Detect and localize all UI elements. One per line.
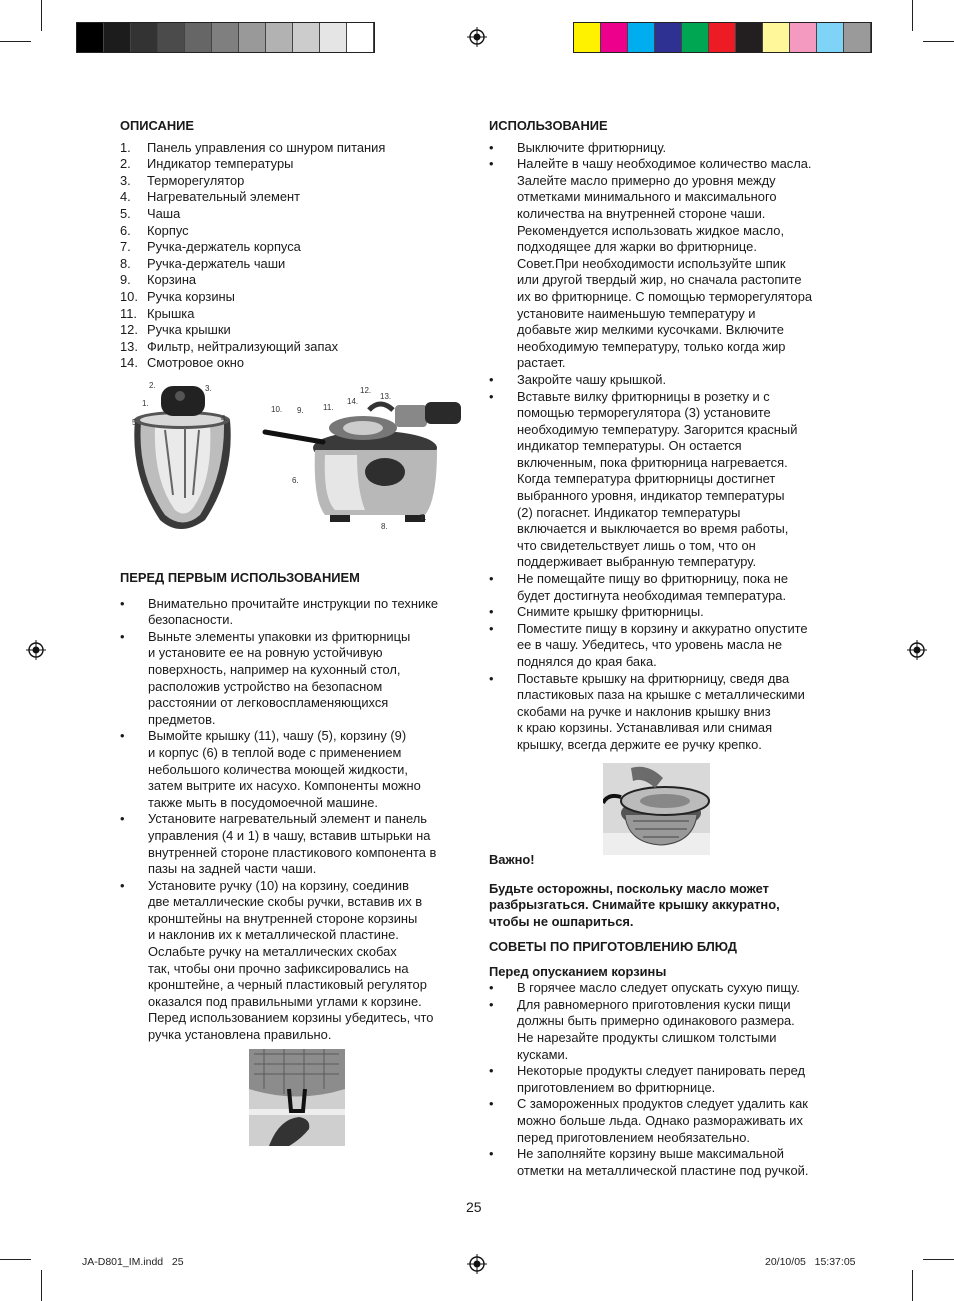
- description-item: [120, 140, 470, 157]
- important-section: [489, 852, 849, 930]
- tips-list: [489, 980, 849, 1179]
- registration-mark-icon: [907, 640, 927, 660]
- bullet-icon: •: [489, 571, 494, 587]
- tips-heading: СОВЕТЫ ПО ПРИГОТОВЛЕНИЮ БЛЮД: [489, 939, 737, 954]
- list-item: [120, 596, 470, 629]
- item-number: 5.: [120, 205, 131, 221]
- list-item-text: Закройте чашу крышкой.: [517, 371, 667, 387]
- tips-subheading: Перед опусканием корзины: [489, 963, 667, 979]
- item-text: Ручка крышки: [147, 322, 231, 338]
- list-item: [489, 671, 849, 754]
- list-item-text: Внимательно прочитайте инструкции по технике безопасности.: [148, 595, 439, 628]
- item-number: 14.: [120, 355, 138, 371]
- registration-mark-icon: [467, 1254, 487, 1274]
- right-column: [489, 118, 849, 754]
- item-text: Корпус: [147, 222, 189, 238]
- fig-label-9: 9.: [297, 406, 304, 415]
- color-swatch: [77, 23, 104, 52]
- important-heading: Важно!: [489, 852, 535, 867]
- fig-label-11: 11.: [323, 403, 334, 412]
- crop-mark: [923, 41, 954, 42]
- color-swatch: [844, 23, 871, 52]
- important-text: Будьте осторожны, поскольку масло может разбрызгаться. Снимайте крышку аккуратно, чтобы не ошпариться.: [489, 880, 780, 929]
- lid-illustration: [603, 763, 710, 855]
- description-heading: ОПИСАНИЕ: [120, 118, 195, 133]
- description-item: [120, 223, 470, 240]
- item-text: Фильтр, нейтрализующий запах: [147, 338, 339, 354]
- description-list: [120, 140, 470, 372]
- bullet-icon: •: [489, 1146, 494, 1162]
- fig-label-14: 14.: [347, 397, 359, 406]
- bullet-icon: •: [120, 628, 125, 644]
- crop-mark: [41, 1270, 42, 1301]
- list-item: [489, 604, 849, 621]
- list-item: [489, 389, 849, 572]
- fig-label-10: 10.: [271, 405, 283, 414]
- description-item: [120, 173, 470, 190]
- basket-handle-photo: [249, 1049, 345, 1146]
- list-item: [489, 1146, 849, 1179]
- bullet-icon: •: [489, 156, 494, 172]
- list-item-text: С замороженных продуктов следует удалить как можно больше льда. Однако размораживать их перед приготовлением необязательно.: [517, 1096, 808, 1145]
- list-item-text: Вымойте крышку (11), чашу (5), корзину (9) и корпус (6) в теплой воде с применением небольшого количества моющей жидкости, затем вытрите их насухо. Компоненты можно также мыть в посудомоечной машине.: [148, 728, 421, 810]
- fig-label-4: 4.: [221, 414, 228, 423]
- bullet-icon: •: [489, 980, 494, 996]
- bullet-icon: •: [489, 139, 494, 155]
- footer-timestamp: 20/10/05 15:37:05: [765, 1256, 856, 1268]
- list-item-text: Не помещайте пищу во фритюрницу, пока не будет достигнута необходимая температура.: [517, 571, 788, 603]
- item-number: 10.: [120, 288, 138, 304]
- crop-mark: [41, 0, 42, 31]
- color-swatch: [320, 23, 347, 52]
- list-item-text: Налейте в чашу необходимое количество масла. Залейте масло примерно до уровня между отметками минимального и максимального количества на внутренней стороне чаши. Рекомендуется использовать жидкое масло, подходящее для жарки во фритюрнице. Совет.При необходимости используйте шпик или другой твердый жир, но сначала растопите их во фритюрнице. С помощью терморегулятора установите наименьшую температуру и добавьте жир мелкими кусочками. Включите необходимую температуру, только когда жир растает.: [517, 156, 813, 371]
- item-number: 7.: [120, 239, 131, 255]
- footer-filename: JA-D801_IM.indd 25: [82, 1256, 184, 1268]
- color-swatch: [709, 23, 736, 52]
- use-heading: ИСПОЛЬЗОВАНИЕ: [489, 118, 608, 133]
- description-item: [120, 256, 470, 273]
- crop-mark: [0, 1259, 31, 1260]
- list-item-text: Поместите пищу в корзину и аккуратно опустите ее в чашу. Убедитесь, что уровень масла не поднялся до края бака.: [517, 620, 808, 669]
- item-text: Крышка: [147, 305, 195, 321]
- color-swatch: [601, 23, 628, 52]
- description-item: [120, 306, 470, 323]
- description-item: [120, 206, 470, 223]
- list-item-text: В горячее масло следует опускать сухую пищу.: [517, 980, 800, 996]
- bullet-icon: •: [120, 728, 125, 744]
- crop-mark: [912, 0, 913, 31]
- crop-mark: [0, 41, 31, 42]
- fryer-diagram: [125, 380, 465, 540]
- before-first-use-list: [120, 596, 470, 1044]
- description-item: [120, 239, 470, 256]
- bullet-icon: •: [489, 670, 494, 686]
- list-item: [489, 621, 849, 671]
- fig-label-6: 6.: [292, 476, 299, 485]
- lid-photo: [603, 763, 710, 855]
- item-text: Индикатор температуры: [147, 156, 294, 172]
- cmyk-color-bar: [573, 22, 872, 53]
- list-item: [489, 372, 849, 389]
- basket-handle-illustration: [249, 1049, 345, 1146]
- fig-label-3: 3.: [205, 384, 212, 393]
- color-swatch: [574, 23, 601, 52]
- grayscale-color-bar: [76, 22, 375, 53]
- list-item-text: Не заполняйте корзину выше максимальной отметки на металлической пластине под ручкой.: [517, 1146, 809, 1178]
- color-swatch: [682, 23, 709, 52]
- color-swatch: [293, 23, 320, 52]
- fig-label-8: 8.: [381, 522, 388, 531]
- crop-mark: [912, 1270, 913, 1301]
- color-swatch: [655, 23, 682, 52]
- item-number: 4.: [120, 189, 131, 205]
- list-item-text: Установите нагревательный элемент и панель управления (4 и 1) в чашу, вставив штырьки на внутренней стороне пластикового компонента в пазы на задней части чаши.: [148, 811, 437, 877]
- list-item-text: Вставьте вилку фритюрницы в розетку и с помощью терморегулятора (3) установите необходимую температуру. Загорится красный индикатор температуры. Он остается включенным, пока фритюрница нагревается. Когда температура фритюрницы достигнет выбранного уровня, индикатор температуры (2) погаснет. Индикатор температуры включается и выключается во время работы, что свидетельствует лишь о том, что он поддерживает выбранную температуру.: [517, 388, 798, 570]
- list-item: [120, 728, 470, 811]
- bullet-icon: •: [120, 595, 125, 611]
- fig-label-13: 13.: [380, 392, 392, 401]
- color-swatch: [212, 23, 239, 52]
- before-first-use-section: [120, 570, 470, 1044]
- item-number: 1.: [120, 139, 131, 155]
- item-text: Нагревательный элемент: [147, 189, 301, 205]
- fig-label-12: 12.: [360, 386, 372, 395]
- item-number: 6.: [120, 222, 131, 238]
- color-swatch: [817, 23, 844, 52]
- bullet-icon: •: [120, 811, 125, 827]
- description-item: [120, 272, 470, 289]
- bullet-icon: •: [489, 620, 494, 636]
- color-swatch: [790, 23, 817, 52]
- description-item: [120, 289, 470, 306]
- description-item: [120, 355, 470, 372]
- crop-mark: [923, 1259, 954, 1260]
- fryer-illustration: [125, 380, 465, 540]
- color-swatch: [158, 23, 185, 52]
- tips-section: [489, 939, 849, 1179]
- list-item: [120, 878, 470, 1044]
- list-item: [489, 140, 849, 157]
- item-number: 9.: [120, 272, 131, 288]
- color-swatch: [347, 23, 374, 52]
- item-text: Ручка корзины: [147, 288, 235, 304]
- item-text: Панель управления со шнуром питания: [147, 139, 386, 155]
- description-item: [120, 339, 470, 356]
- registration-mark-icon: [467, 27, 487, 47]
- item-text: Терморегулятор: [147, 172, 245, 188]
- item-text: Корзина: [147, 272, 197, 288]
- before-first-use-heading: ПЕРЕД ПЕРВЫМ ИСПОЛЬЗОВАНИЕМ: [120, 570, 360, 585]
- fig-label-1: 1.: [142, 399, 149, 408]
- list-item-text: Некоторые продукты следует панировать перед приготовлением во фритюрнице.: [517, 1063, 806, 1095]
- color-swatch: [266, 23, 293, 52]
- description-item: [120, 189, 470, 206]
- list-item-text: Выньте элементы упаковки из фритюрницы и установите ее на ровную устойчивую поверхность, например на кухонный стол, расположив устройство на безопасном расстоянии от легковоспламеняющихся предметов.: [148, 628, 411, 727]
- bullet-icon: •: [489, 1063, 494, 1079]
- list-item-text: Выключите фритюрницу.: [517, 139, 667, 155]
- fig-label-5: 5.: [132, 418, 139, 427]
- bullet-icon: •: [489, 604, 494, 620]
- list-item-text: Для равномерного приготовления куски пищи должны быть примерно одинакового размера. Не нарезайте продукты слишком толстыми кусками.: [517, 996, 795, 1062]
- item-number: 11.: [120, 305, 137, 321]
- left-column: [120, 118, 470, 372]
- list-item: [489, 997, 849, 1063]
- bullet-icon: •: [489, 1096, 494, 1112]
- list-item: [489, 1096, 849, 1146]
- fig-label-7: 7.: [420, 513, 427, 522]
- list-item: [489, 1063, 849, 1096]
- color-swatch: [131, 23, 158, 52]
- list-item: [489, 980, 849, 997]
- registration-mark-icon: [26, 640, 46, 660]
- description-item: [120, 156, 470, 173]
- item-text: Ручка-держатель чаши: [147, 255, 286, 271]
- item-text: Смотровое окно: [147, 355, 245, 371]
- color-swatch: [185, 23, 212, 52]
- list-item: [489, 156, 849, 372]
- color-swatch: [736, 23, 763, 52]
- fig-label-2: 2.: [149, 381, 156, 390]
- item-number: 13.: [120, 338, 138, 354]
- item-text: Ручка-держатель корпуса: [147, 239, 301, 255]
- item-number: 8.: [120, 255, 131, 271]
- color-swatch: [104, 23, 131, 52]
- item-number: 2.: [120, 156, 131, 172]
- color-swatch: [239, 23, 266, 52]
- use-list: [489, 140, 849, 754]
- list-item-text: Снимите крышку фритюрницы.: [517, 604, 704, 620]
- list-item: [120, 629, 470, 729]
- description-item: [120, 322, 470, 339]
- list-item: [120, 811, 470, 877]
- list-item: [489, 571, 849, 604]
- bullet-icon: •: [489, 996, 494, 1012]
- list-item-text: Поставьте крышку на фритюрницу, сведя два пластиковых паза на крышке с металлическими скобами на ручке и наклонив крышку вниз к краю корзины. Устанавливая или снимая крышку, всегда держите ее ручку крепко.: [517, 670, 805, 752]
- list-item-text: Установите ручку (10) на корзину, соединив две металлические скобы ручки, вставив их в кронштейны на внутренней стороне корзины и наклонив их к металлической пластине. Ослабьте ручку на металлических скобах так, чтобы они прочно зафиксировались на кронштейне, а черный пластиковый регулятор оказался под правильными углами к корзине. Перед использованием корзины убедитесь, что ручка установлена правильно.: [148, 877, 434, 1043]
- color-swatch: [763, 23, 790, 52]
- color-swatch: [628, 23, 655, 52]
- bullet-icon: •: [489, 388, 494, 404]
- item-text: Чаша: [147, 205, 181, 221]
- bullet-icon: •: [120, 877, 125, 893]
- item-number: 12.: [120, 322, 138, 338]
- item-number: 3.: [120, 172, 131, 188]
- bullet-icon: •: [489, 371, 494, 387]
- page-number: 25: [466, 1199, 482, 1215]
